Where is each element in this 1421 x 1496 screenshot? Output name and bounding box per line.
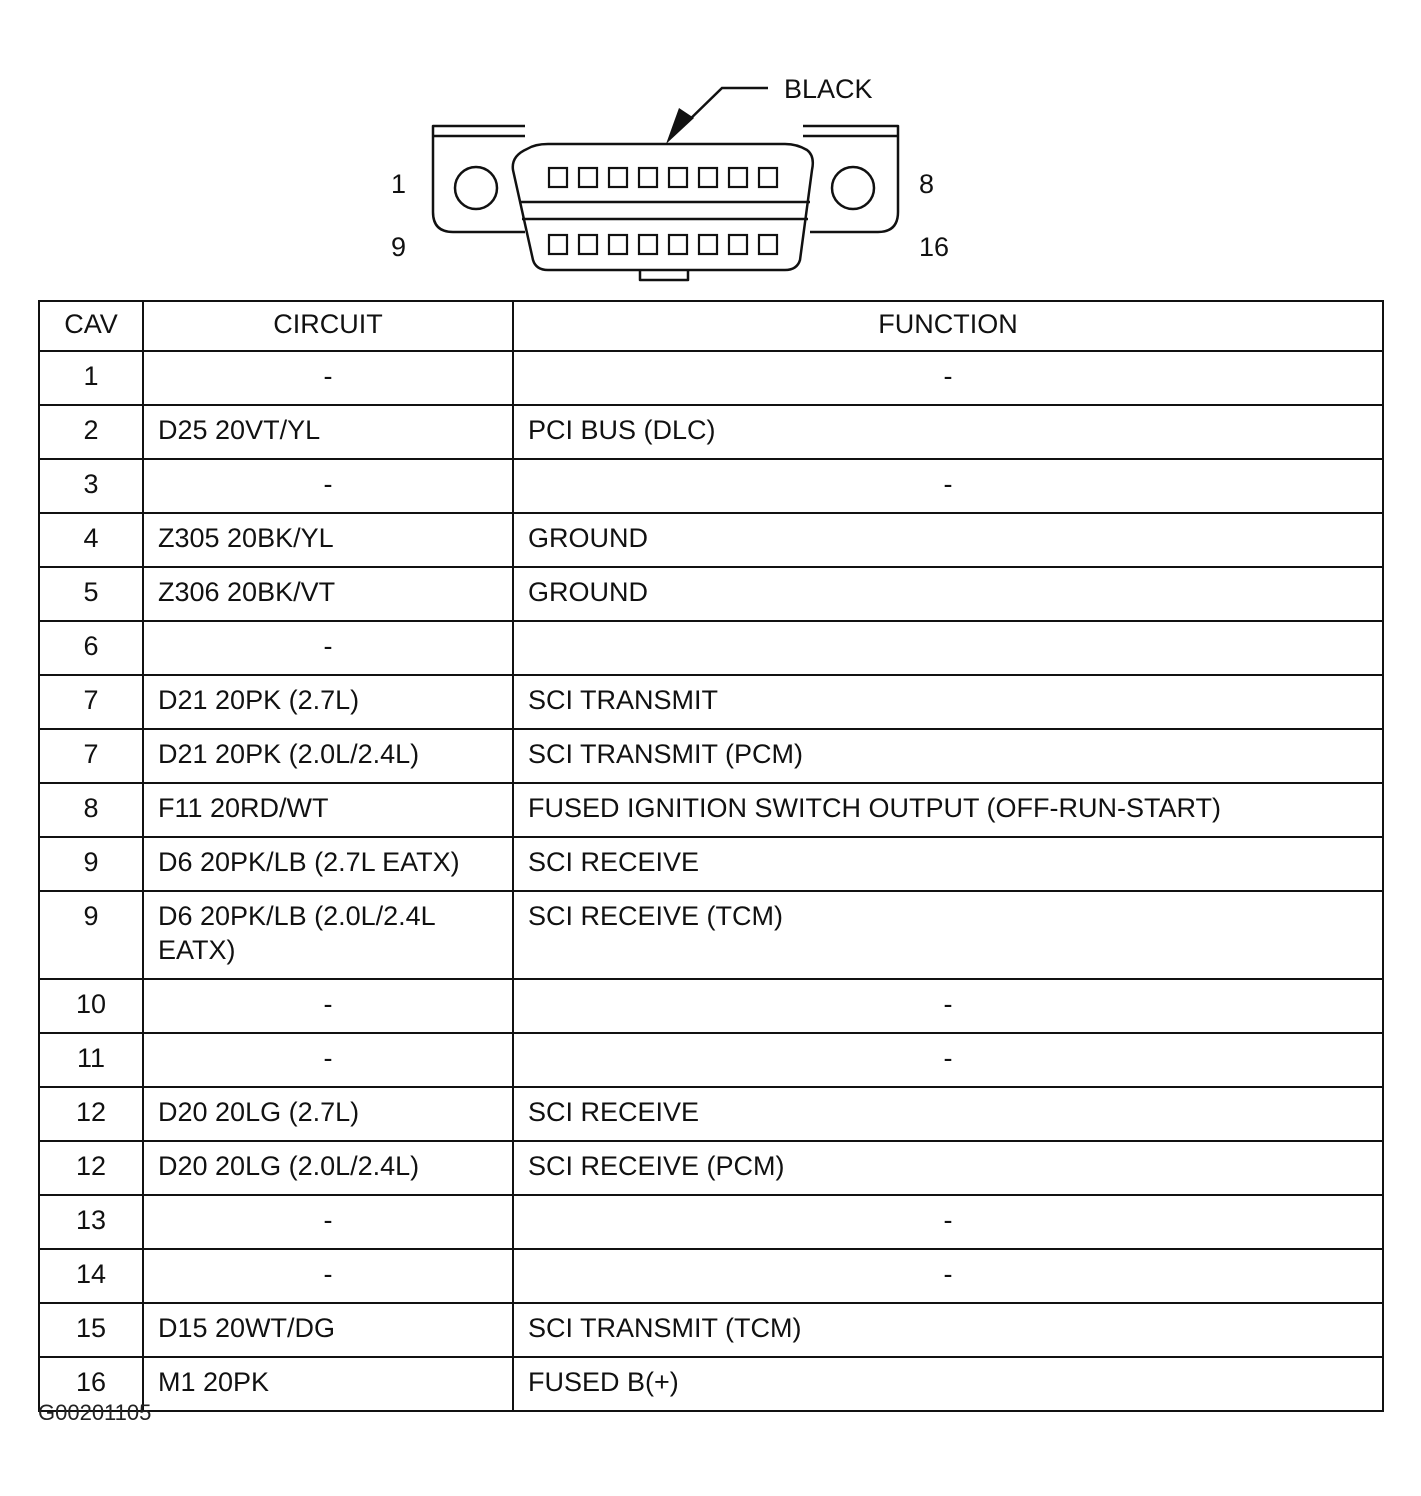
table-row <box>39 1357 1383 1411</box>
table-row <box>39 837 1383 891</box>
connector-housing <box>513 144 813 270</box>
circuit-cell: - <box>143 1195 513 1249</box>
pin-label-1: 1 <box>391 169 407 199</box>
table-row <box>39 621 1383 675</box>
circuit-cell: D6 20PK/LB (2.0L/2.4L EATX) <box>143 891 513 979</box>
function-cell: SCI RECEIVE <box>513 837 1383 891</box>
circuit-cell: M1 20PK <box>143 1357 513 1411</box>
table-row <box>39 729 1383 783</box>
table-row <box>39 891 1383 979</box>
cav-cell: 8 <box>39 783 143 837</box>
function-cell: - <box>513 351 1383 405</box>
left-mounting-ear <box>433 126 525 232</box>
circuit-cell: D20 20LG (2.7L) <box>143 1087 513 1141</box>
cav-cell: 14 <box>39 1249 143 1303</box>
pin-label-9: 9 <box>391 232 407 262</box>
function-cell: SCI TRANSMIT <box>513 675 1383 729</box>
table-row <box>39 1195 1383 1249</box>
cav-cell: 13 <box>39 1195 143 1249</box>
top-row-pins <box>549 168 777 187</box>
connector-diagram <box>0 0 1421 300</box>
table-row <box>39 1303 1383 1357</box>
circuit-cell: - <box>143 621 513 675</box>
header-row <box>39 301 1383 351</box>
cav-cell: 6 <box>39 621 143 675</box>
header-circuit: CIRCUIT <box>143 301 513 351</box>
function-cell: - <box>513 979 1383 1033</box>
circuit-cell: D20 20LG (2.0L/2.4L) <box>143 1141 513 1195</box>
table-row <box>39 1249 1383 1303</box>
table-row <box>39 567 1383 621</box>
circuit-cell: Z305 20BK/YL <box>143 513 513 567</box>
circuit-cell: D15 20WT/DG <box>143 1303 513 1357</box>
function-cell: SCI TRANSMIT (PCM) <box>513 729 1383 783</box>
color-leader-arrow <box>666 88 768 144</box>
table-row <box>39 1141 1383 1195</box>
circuit-cell: F11 20RD/WT <box>143 783 513 837</box>
function-cell: GROUND <box>513 513 1383 567</box>
circuit-cell: D25 20VT/YL <box>143 405 513 459</box>
cav-cell: 1 <box>39 351 143 405</box>
table-row <box>39 979 1383 1033</box>
circuit-cell: - <box>143 979 513 1033</box>
function-cell: - <box>513 1249 1383 1303</box>
cav-cell: 11 <box>39 1033 143 1087</box>
cav-cell: 12 <box>39 1087 143 1141</box>
header-function: FUNCTION <box>513 301 1383 351</box>
table-row <box>39 513 1383 567</box>
table-row <box>39 459 1383 513</box>
circuit-cell: - <box>143 1249 513 1303</box>
table-row <box>39 783 1383 837</box>
function-cell: - <box>513 1033 1383 1087</box>
circuit-cell: - <box>143 459 513 513</box>
cav-cell: 5 <box>39 567 143 621</box>
table-row <box>39 1087 1383 1141</box>
cav-cell: 16 <box>39 1357 143 1411</box>
right-mounting-hole <box>832 167 874 209</box>
function-cell: GROUND <box>513 567 1383 621</box>
function-cell: SCI RECEIVE <box>513 1087 1383 1141</box>
pin-label-8: 8 <box>919 169 935 199</box>
cav-cell: 7 <box>39 675 143 729</box>
cav-cell: 15 <box>39 1303 143 1357</box>
connector-key <box>640 270 688 280</box>
left-mounting-hole <box>455 167 497 209</box>
table-row <box>39 1033 1383 1087</box>
function-cell: FUSED IGNITION SWITCH OUTPUT (OFF-RUN-START) <box>513 783 1383 837</box>
table-row <box>39 351 1383 405</box>
table-row <box>39 675 1383 729</box>
circuit-cell: D21 20PK (2.7L) <box>143 675 513 729</box>
pin-label-16: 16 <box>919 232 950 262</box>
cav-cell: 7 <box>39 729 143 783</box>
circuit-cell: Z306 20BK/VT <box>143 567 513 621</box>
cav-cell: 2 <box>39 405 143 459</box>
bottom-row-pins <box>549 235 777 254</box>
cav-cell: 9 <box>39 837 143 891</box>
function-cell: SCI TRANSMIT (TCM) <box>513 1303 1383 1357</box>
function-cell: SCI RECEIVE (TCM) <box>513 891 1383 979</box>
right-mounting-ear <box>803 126 898 232</box>
circuit-cell: - <box>143 351 513 405</box>
color-label: BLACK <box>784 74 873 104</box>
circuit-cell: D6 20PK/LB (2.7L EATX) <box>143 837 513 891</box>
header-cav: CAV <box>39 301 143 351</box>
function-cell: - <box>513 1195 1383 1249</box>
pinout-rows <box>39 351 1383 1411</box>
function-cell: - <box>513 459 1383 513</box>
function-cell: PCI BUS (DLC) <box>513 405 1383 459</box>
cav-cell: 12 <box>39 1141 143 1195</box>
pinout-table <box>38 300 1384 1412</box>
figure-id: G00201105 <box>38 1400 152 1425</box>
cav-cell: 9 <box>39 891 143 979</box>
cav-cell: 10 <box>39 979 143 1033</box>
circuit-cell: - <box>143 1033 513 1087</box>
circuit-cell: D21 20PK (2.0L/2.4L) <box>143 729 513 783</box>
function-cell: FUSED B(+) <box>513 1357 1383 1411</box>
table-row <box>39 405 1383 459</box>
function-cell <box>513 621 1383 675</box>
cav-cell: 4 <box>39 513 143 567</box>
function-cell: SCI RECEIVE (PCM) <box>513 1141 1383 1195</box>
cav-cell: 3 <box>39 459 143 513</box>
